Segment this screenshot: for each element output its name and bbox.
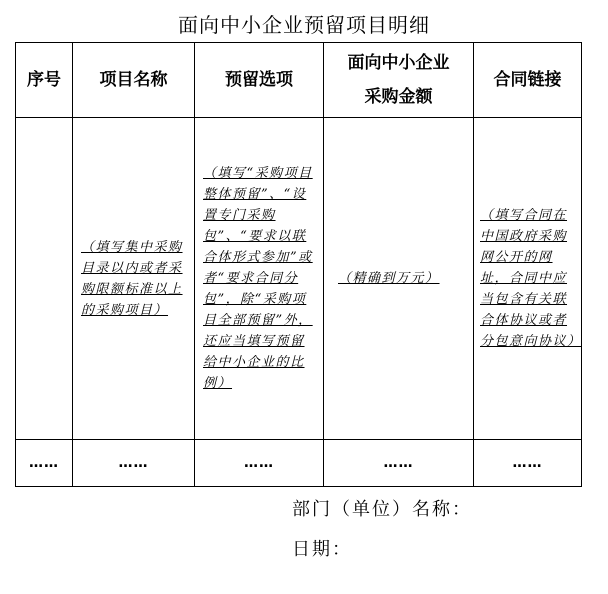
cell-project-name	[73, 118, 195, 440]
table-row-ellipsis	[16, 440, 582, 487]
cell-contract-link	[474, 118, 582, 440]
ellipsis-cell: ……	[73, 440, 195, 487]
reserve-option-note: （填写“采购项目整体预留”、“设置专门采购包”、“要求以联合体形式参加”或者“要求合同分包”，除“采购项目全部预留”外，还应当填写预留给中小企业的比例）	[203, 166, 313, 391]
header-amount	[324, 43, 474, 118]
contract-link-note: （填写合同在中国政府采购网公开的网址，合同中应当包含有关联合体协议或者分包意向协议）	[480, 208, 582, 349]
header-amount-line2: 采购金额	[364, 87, 433, 107]
amount-note: （精确到万元）	[338, 271, 440, 286]
department-name-label: 部门（单位）名称：	[292, 499, 472, 520]
project-name-note: （填写集中采购目录以内或者采购限额标准以上的采购项目）	[81, 239, 183, 318]
cell-amount	[324, 118, 474, 440]
header-seq: 序号	[16, 43, 73, 118]
reserved-projects-table	[15, 42, 582, 487]
cell-reserve-option	[195, 118, 324, 440]
table-header-row	[16, 43, 582, 118]
ellipsis-cell: ……	[195, 440, 324, 487]
document-title: 面向中小企业预留项目明细	[178, 13, 430, 37]
header-project-name: 项目名称	[73, 43, 195, 118]
ellipsis-cell: ……	[16, 440, 73, 487]
ellipsis-cell: ……	[324, 440, 474, 487]
ellipsis-cell: ……	[474, 440, 582, 487]
header-contract-link: 合同链接	[474, 43, 582, 118]
header-amount-line1: 面向中小企业	[347, 53, 450, 73]
table-row	[16, 118, 582, 440]
date-label: 日期：	[292, 539, 352, 560]
header-reserve-option: 预留选项	[195, 43, 324, 118]
cell-seq	[16, 118, 73, 440]
